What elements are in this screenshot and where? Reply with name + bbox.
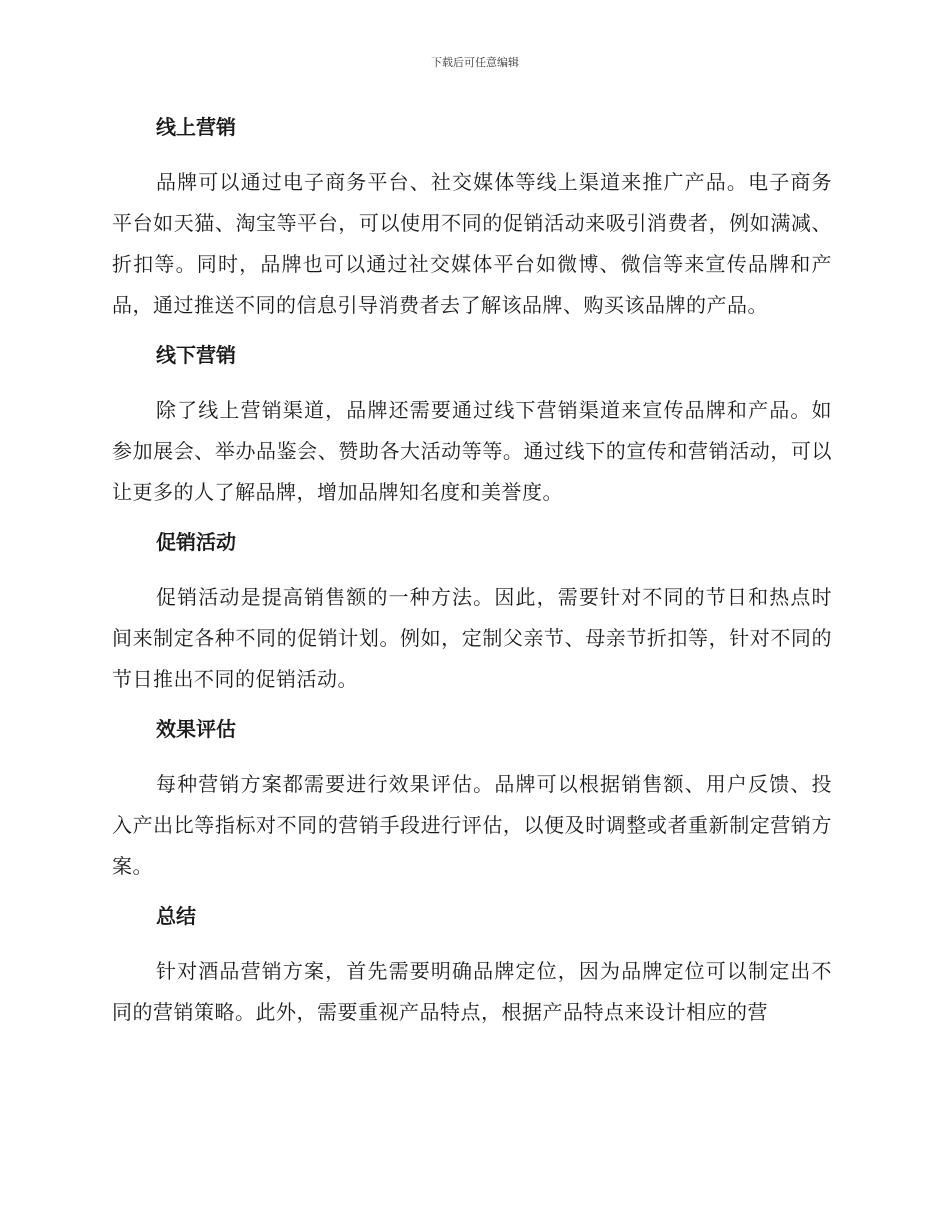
section-heading: 线上营销 <box>156 115 236 139</box>
page-header: 下载后可任意编辑 <box>431 56 519 69</box>
section-online-marketing <box>112 110 832 326</box>
section-paragraph: 每种营销方案都需要进行效果评估。品牌可以根据销售额、用户反馈、投入产出比等指标对不同的营销手段进行评估，以便及时调整或者重新制定营销方案。 <box>112 772 832 878</box>
section-summary <box>112 899 832 1033</box>
section-heading: 促销活动 <box>156 530 236 554</box>
section-paragraph: 品牌可以通过电子商务平台、社交媒体等线上渠道来推广产品。电子商务平台如天猫、淘宝等平台，可以使用不同的促销活动来吸引消费者，例如满减、折扣等。同时，品牌也可以通过社交媒体平台如微博、微信等来宣传品牌和产品，通过推送不同的信息引导消费者去了解该品牌、购买该品牌的产品。 <box>112 170 832 317</box>
section-heading: 效果评估 <box>156 717 236 741</box>
section-paragraph: 针对酒品营销方案，首先需要明确品牌定位，因为品牌定位可以制定出不同的营销策略。此外，需要重视产品特点，根据产品特点来设计相应的营 <box>112 959 832 1024</box>
section-offline-marketing <box>112 338 832 513</box>
section-paragraph: 除了线上营销渠道，品牌还需要通过线下营销渠道来宣传品牌和产品。如参加展会、举办品鉴会、赞助各大活动等等。通过线下的宣传和营销活动，可以让更多的人了解品牌，增加品牌知名度和美誉度。 <box>112 398 832 504</box>
document-body <box>112 110 832 1045</box>
section-heading: 总结 <box>156 904 196 928</box>
section-heading: 线下营销 <box>156 343 236 367</box>
section-paragraph: 促销活动是提高销售额的一种方法。因此，需要针对不同的节日和热点时间来制定各种不同的促销计划。例如，定制父亲节、母亲节折扣等，针对不同的节日推出不同的促销活动。 <box>112 585 832 691</box>
section-promotions <box>112 525 832 700</box>
section-evaluation <box>112 712 832 887</box>
